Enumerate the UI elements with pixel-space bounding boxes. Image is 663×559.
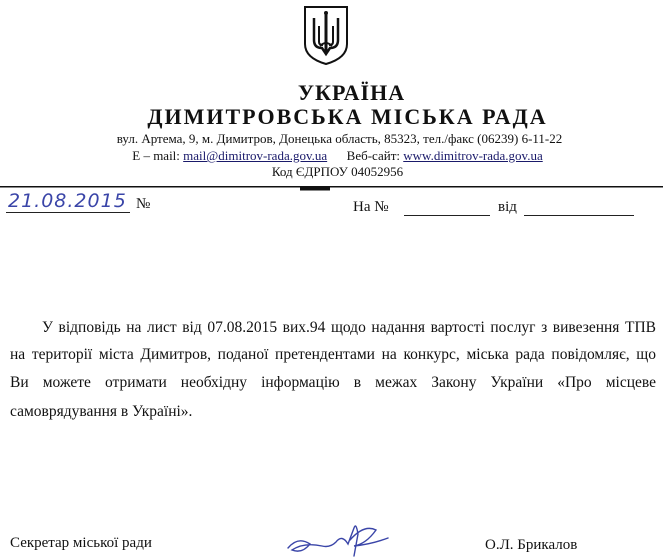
outgoing-number-label: № [136,196,151,212]
website-link[interactable]: www.dimitrov-rada.gov.ua [403,148,543,163]
council-heading: ДИМИТРОВСЬКА МІСЬКА РАДА [147,104,548,129]
country-heading: УКРАЇНА [297,80,406,105]
body-paragraph-line-1: У відповідь на лист від 07.08.2015 вих.94 щодо надання вартості послуг з вивезення ТПВ [42,319,656,336]
contacts-line [6,148,663,164]
body-paragraph-line-3: Ви можете отримати необхідну інформацію в межах Закону України «Про місцеве [10,374,656,391]
reference-date-label: від [498,199,517,215]
reference-date-underline [524,215,634,216]
email-label: Е – mail: [132,148,180,163]
reference-number-underline [404,215,490,216]
website-label: Веб-сайт: [346,148,400,163]
edrpou-code: Код ЄДРПОУ 04052956 [271,164,404,179]
date-underline [6,212,130,213]
coat-of-arms-icon [302,4,350,66]
signatory-position: Секретар міської ради [10,535,152,551]
signature-icon [284,514,394,559]
handwritten-date: 21.08.2015 [8,190,127,212]
body-paragraph-line-2: на території міста Димитров, поданої претендентами на конкурс, міська рада повідомляє, що [10,346,656,363]
email-link[interactable]: mail@dimitrov-rada.gov.ua [183,148,328,163]
reference-number-label: На № [353,199,389,215]
address-line: вул. Артема, 9, м. Димитров, Донецька область, 85323, тел./факс (06239) 6-11-22 [116,131,563,146]
signer-name: О.Л. Брикалов [485,537,578,553]
body-paragraph-line-4: самоврядування в Україні». [10,403,193,420]
